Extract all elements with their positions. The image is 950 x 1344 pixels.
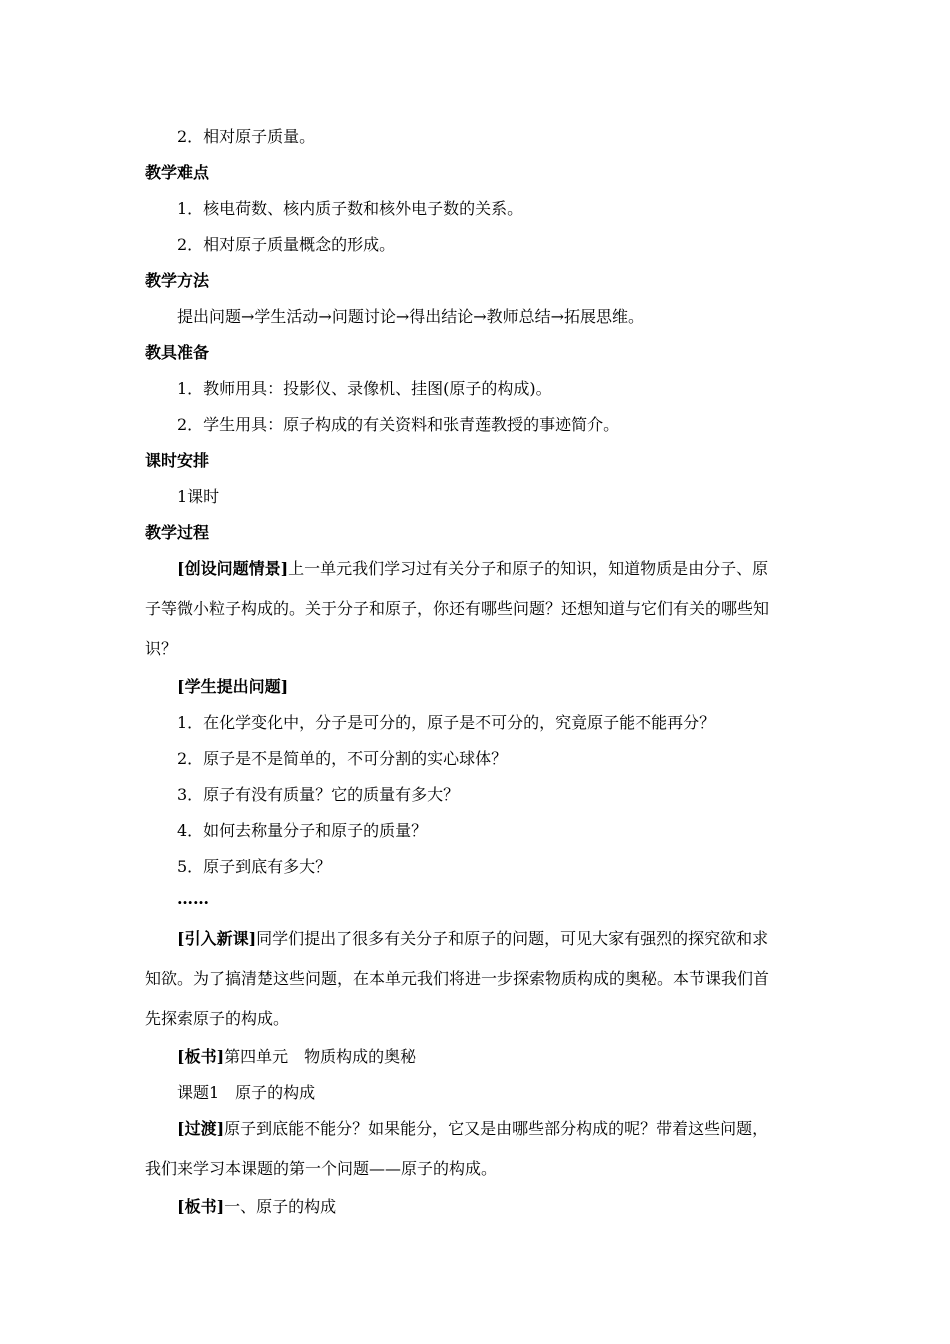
scenario-tag: [创设问题情景] bbox=[177, 559, 289, 578]
question-item-3: 3．原子有没有质量？它的质量有多大？ bbox=[177, 785, 460, 804]
difficulties-item-2: 2．相对原子质量概念的形成。 bbox=[177, 235, 396, 254]
tools-item-2: 2．学生用具：原子构成的有关资料和张青莲教授的事迹简介。 bbox=[177, 415, 620, 434]
transition-text-1: 原子到底能不能分？如果能分，它又是由哪些部分构成的呢？带着这些问题， bbox=[224, 1119, 769, 1138]
scenario-text-2: 子等微小粒子构成的。关于分子和原子，你还有哪些问题？还想知道与它们有关的哪些知 bbox=[145, 599, 770, 618]
intro-text-3: 先探索原子的构成。 bbox=[145, 1009, 290, 1028]
transition-paragraph-line-1 bbox=[177, 1119, 768, 1139]
intro-text-1: 同学们提出了很多有关分子和原子的问题，可见大家有强烈的探究欲和求 bbox=[256, 929, 769, 948]
question-item-2: 2．原子是不是简单的，不可分割的实心球体？ bbox=[177, 749, 508, 768]
difficulties-heading: 教学难点 bbox=[145, 163, 210, 182]
focus-item-2: 2．相对原子质量。 bbox=[177, 127, 316, 146]
board-1-tag: [板书] bbox=[177, 1047, 225, 1066]
question-item-4: 4．如何去称量分子和原子的质量？ bbox=[177, 821, 428, 840]
question-item-5: 5．原子到底有多大？ bbox=[177, 857, 332, 876]
transition-text-2: 我们来学习本课题的第一个问题——原子的构成。 bbox=[145, 1159, 498, 1178]
board-1-text: 第四单元 物质构成的奥秘 bbox=[224, 1047, 417, 1066]
tools-item-1: 1．教师用具：投影仪、录像机、挂图(原子的构成)。 bbox=[177, 379, 552, 398]
board-2-tag: [板书] bbox=[177, 1197, 225, 1216]
scenario-text-1: 上一单元我们学习过有关分子和原子的知识，知道物质是由分子、原 bbox=[288, 559, 769, 578]
schedule-heading: 课时安排 bbox=[145, 451, 210, 470]
schedule-text: 1课时 bbox=[177, 487, 220, 506]
scenario-text-3: 识？ bbox=[145, 639, 178, 658]
tools-heading: 教具准备 bbox=[145, 343, 210, 362]
methods-heading: 教学方法 bbox=[145, 271, 210, 290]
methods-text: 提出问题→学生活动→问题讨论→得出结论→教师总结→拓展思维。 bbox=[177, 307, 645, 326]
questions-ellipsis: …… bbox=[177, 889, 209, 908]
board-1-line bbox=[177, 1047, 416, 1067]
intro-tag: [引入新课] bbox=[177, 929, 257, 948]
board-2-text: 一、原子的构成 bbox=[224, 1197, 337, 1216]
intro-paragraph-line-1 bbox=[177, 929, 768, 949]
board-1-subtext: 课题1 原子的构成 bbox=[177, 1083, 316, 1102]
transition-tag: [过渡] bbox=[177, 1119, 225, 1138]
scenario-paragraph-line-1 bbox=[177, 559, 768, 579]
student-questions-tag: [学生提出问题] bbox=[177, 677, 289, 696]
question-item-1: 1．在化学变化中，分子是可分的，原子是不可分的，究竟原子能不能再分？ bbox=[177, 713, 716, 732]
difficulties-item-1: 1．核电荷数、核内质子数和核外电子数的关系。 bbox=[177, 199, 524, 218]
process-heading: 教学过程 bbox=[145, 523, 210, 542]
intro-text-2: 知欲。为了搞清楚这些问题，在本单元我们将进一步探索物质构成的奥秘。本节课我们首 bbox=[145, 969, 770, 988]
board-2-line bbox=[177, 1197, 336, 1217]
